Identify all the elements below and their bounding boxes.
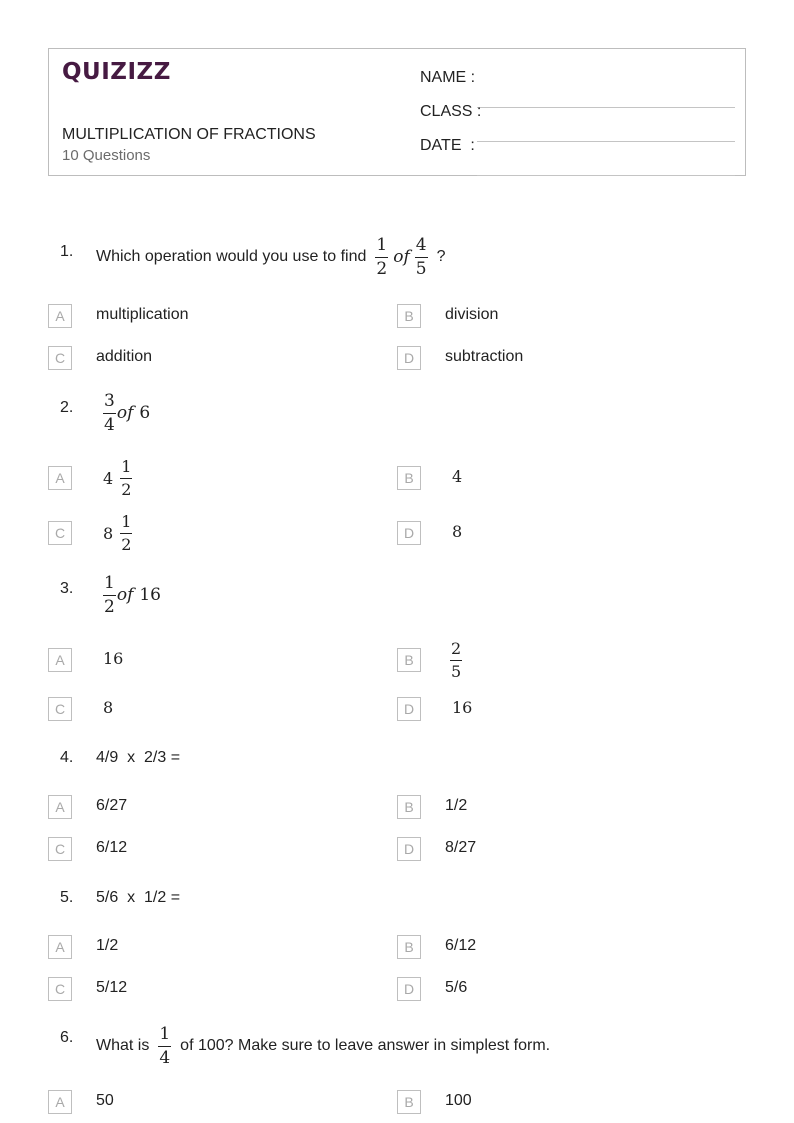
denominator: 2 <box>376 258 388 279</box>
question-suffix: ? <box>436 248 446 265</box>
fraction <box>120 456 132 499</box>
math-expression <box>370 234 432 279</box>
option-letter: D <box>397 977 421 1001</box>
option-text: 1/2 <box>445 797 468 814</box>
option-letter: C <box>48 521 72 545</box>
question-number: 3. <box>60 580 74 597</box>
name-field <box>420 69 735 103</box>
option-letter: C <box>48 697 72 721</box>
student-fields <box>420 69 735 171</box>
question-number: 1. <box>60 243 74 260</box>
option-letter: B <box>397 795 421 819</box>
question-number: 6. <box>60 1029 74 1046</box>
worksheet-title: MULTIPLICATION OF FRACTIONS <box>62 126 316 143</box>
option-text: division <box>445 306 499 323</box>
class-label: CLASS : <box>420 103 482 120</box>
question-prefix: What is <box>96 1037 150 1054</box>
option-letter: A <box>48 795 72 819</box>
option-text: 8 <box>452 522 463 541</box>
whole-number: 16 <box>139 585 161 605</box>
question-number: 2. <box>60 399 74 416</box>
option-text <box>450 636 467 684</box>
worksheet-header <box>48 48 746 176</box>
option-text: 8/27 <box>445 839 477 856</box>
question-text <box>96 234 445 280</box>
date-field <box>420 137 735 171</box>
option-letter: C <box>48 346 72 370</box>
question-count: 10 Questions <box>62 147 151 164</box>
fraction <box>158 1023 171 1068</box>
option-text: 8 <box>103 698 114 717</box>
whole-number: 8 <box>103 523 114 543</box>
option-letter: D <box>397 521 421 545</box>
question-number: 5. <box>60 889 74 906</box>
option-letter: A <box>48 466 72 490</box>
math-expression <box>103 390 151 435</box>
numerator: 3 <box>103 393 116 414</box>
denominator: 5 <box>415 258 427 279</box>
fraction <box>120 511 132 554</box>
question-text <box>96 1023 550 1069</box>
whole-number: 6 <box>139 403 151 423</box>
option-text: 6/12 <box>96 839 128 856</box>
option-text: 16 <box>103 649 124 668</box>
denominator: 2 <box>121 534 132 554</box>
fraction <box>375 234 388 279</box>
numerator: 2 <box>450 641 462 661</box>
option-letter: C <box>48 977 72 1001</box>
class-field <box>420 103 735 137</box>
math-expression <box>153 1023 176 1068</box>
option-letter: D <box>397 837 421 861</box>
option-letter: D <box>397 697 421 721</box>
option-text: addition <box>96 348 153 365</box>
denominator: 4 <box>104 414 115 435</box>
whole-number: 4 <box>103 468 114 488</box>
denominator: 2 <box>104 596 115 617</box>
date-line[interactable] <box>477 158 735 176</box>
question-suffix: of 100? Make sure to leave answer in simplest form. <box>180 1037 551 1054</box>
fraction <box>450 638 462 681</box>
of-word: of <box>116 585 134 605</box>
numerator: 4 <box>415 237 428 258</box>
date-label: DATE : <box>420 137 475 154</box>
option-letter: D <box>397 346 421 370</box>
option-letter: C <box>48 837 72 861</box>
of-word: of <box>116 403 134 423</box>
fraction <box>415 234 428 279</box>
numerator: 1 <box>375 237 388 258</box>
denominator: 2 <box>121 479 132 499</box>
option-text: 5/6 <box>445 979 468 996</box>
name-label: NAME : <box>420 69 476 86</box>
question-text: 4/9 x 2/3 = <box>96 749 181 766</box>
denominator: 5 <box>451 661 462 681</box>
numerator: 1 <box>120 459 132 479</box>
option-text: 50 <box>96 1092 114 1109</box>
question-number: 4. <box>60 749 74 766</box>
option-text: 6/27 <box>96 797 128 814</box>
question-text: 5/6 x 1/2 = <box>96 889 181 906</box>
option-letter: A <box>48 304 72 328</box>
numerator: 1 <box>103 575 116 596</box>
option-letter: B <box>397 648 421 672</box>
option-text <box>103 509 137 557</box>
option-letter: A <box>48 648 72 672</box>
question-text <box>103 572 161 618</box>
option-text: 100 <box>445 1092 472 1109</box>
option-letter: B <box>397 466 421 490</box>
numerator: 1 <box>158 1026 171 1047</box>
quizizz-logo: QUIZIZZ <box>62 59 171 85</box>
option-text: 1/2 <box>96 937 119 954</box>
option-letter: A <box>48 1090 72 1114</box>
denominator: 4 <box>159 1047 171 1068</box>
question-text <box>103 390 150 436</box>
option-text: 5/12 <box>96 979 128 996</box>
question-prefix: Which operation would you use to find <box>96 248 367 265</box>
fraction <box>103 572 116 617</box>
option-letter: A <box>48 935 72 959</box>
option-text: 6/12 <box>445 937 477 954</box>
of-word: of <box>393 247 410 267</box>
numerator: 1 <box>120 514 132 534</box>
option-letter: B <box>397 304 421 328</box>
option-letter: B <box>397 1090 421 1114</box>
option-text <box>103 454 137 502</box>
option-letter: B <box>397 935 421 959</box>
option-text: subtraction <box>445 348 524 365</box>
option-text: 4 <box>452 467 463 486</box>
option-text: multiplication <box>96 306 189 323</box>
fraction <box>103 390 116 435</box>
option-text: 16 <box>452 698 473 717</box>
math-expression <box>103 572 161 617</box>
